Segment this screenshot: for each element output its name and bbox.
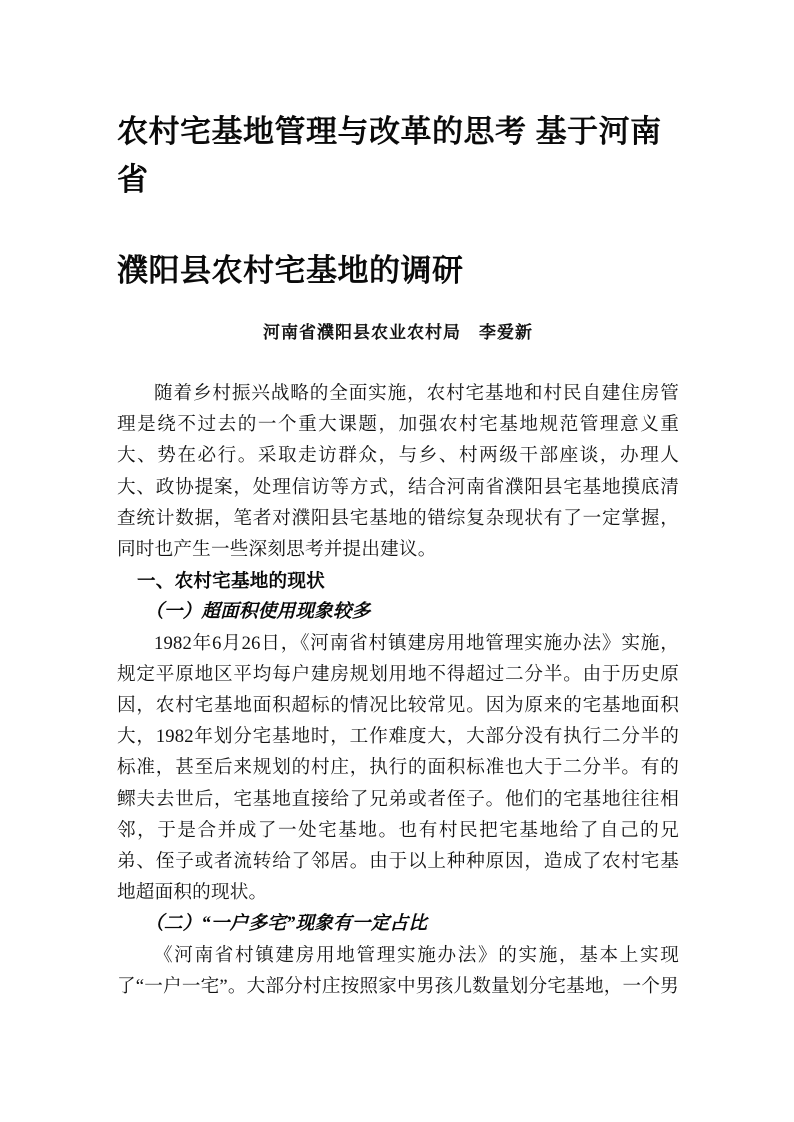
page-title [117,108,679,295]
oversize-area-paragraph: 1982年6月26日，《河南省村镇建房用地管理实施办法》实施，规定平原地区平均每户建房规划用地不得超过二分半。由于历史原因，农村宅基地面积超标的情况比较常见。因为原来的宅基地面积大，1982年划分宅基地时，工作难度大，大部分没有执行二分半的标准，甚至后来规划的村庄，执行的面积标准也大于二分半。有的鳏夫去世后，宅基地直接给了兄弟或者侄子。他们的宅基地往往相邻，于是合并成了一处宅基地。也有村民把宅基地给了自己的兄弟、侄子或者流转给了邻居。由于以上种种原因，造成了农村宅基地超面积的现状。 [117,632,679,904]
subsection-heading-two: （二）“一户多宅”现象有一定占比 [145,913,428,935]
section-heading-one: 一、农村宅基地的现状 [137,570,325,592]
author-byline: 河南省濮阳县农业农村局 李爱新 [263,323,533,342]
page-title-line-2: 濮阳县农村宅基地的调研 [117,253,464,288]
intro-paragraph: 随着乡村振兴战略的全面实施，农村宅基地和村民自建住房管理是绕不过去的一个重大课题，加强农村宅基地规范管理意义重大、势在必行。采取走访群众，与乡、村两级干部座谈，办理人大、政协提案，处理信访等方式，结合河南省濮阳县宅基地摸底清查统计数据，笔者对濮阳县宅基地的错综复杂现状有了一定掌握，同时也产生一些深刻思考并提出建议。 [117,383,679,561]
subsection-heading-one: （一）超面积使用现象较多 [145,601,371,623]
document-body [117,378,679,1002]
multiple-homestead-paragraph: 《河南省村镇建房用地管理实施办法》的实施，基本上实现了“一户一宅”。大部分村庄按照家中男孩儿数量划分宅基地，一个男 [117,944,679,997]
page-title-line-1: 农村宅基地管理与改革的思考 基于河南省 [117,114,662,197]
